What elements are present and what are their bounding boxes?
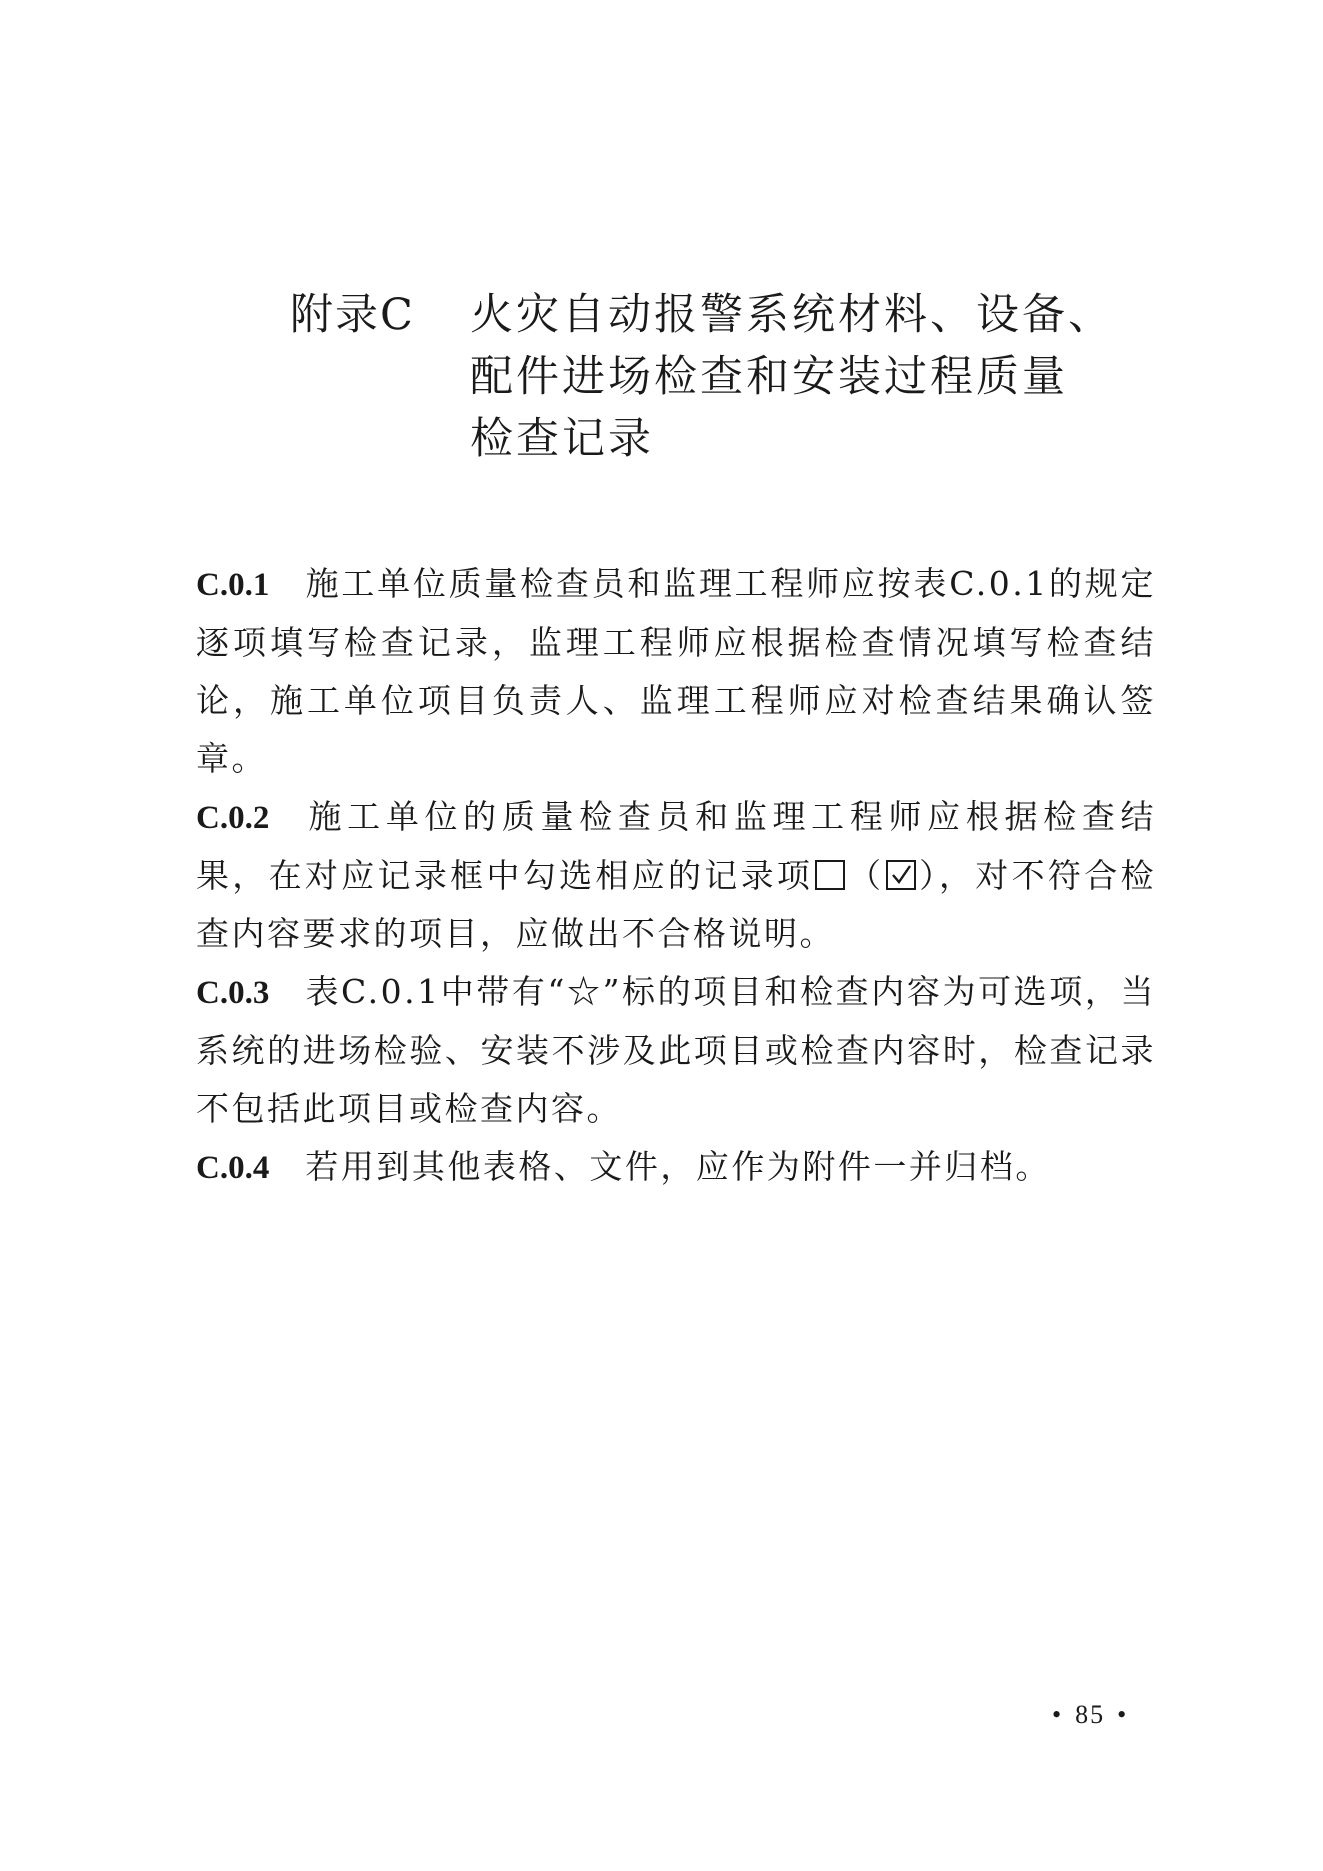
bullet-right: •: [1117, 1700, 1129, 1729]
clause-c-0-2: [196, 788, 1156, 963]
clause-text-before: 施工单位的质量检查员和监理工程师应根据检查结果，在对应记录框中勾选相应的记录项: [196, 797, 1156, 895]
title-line-2: 配件进场检查和安装过程质量: [470, 352, 1068, 402]
page-number: 85: [1075, 1700, 1106, 1729]
paren-open: （: [847, 856, 885, 895]
clause-number: C.0.4: [196, 1150, 270, 1186]
checked-checkbox-icon: [886, 860, 916, 890]
clause-number: C.0.2: [196, 800, 270, 836]
appendix-title: [290, 284, 1114, 470]
clause-c-0-1: [196, 555, 1156, 788]
clause-c-0-4: [196, 1138, 1156, 1197]
clause-number: C.0.3: [196, 975, 270, 1011]
page-footer: [1040, 1700, 1140, 1730]
clause-text: 表C.0.1中带有“☆”标的项目和检查内容为可选项，当系统的进场检验、安装不涉及此项目或检查内容时，检查记录不包括此项目或检查内容。: [196, 972, 1156, 1128]
clause-c-0-3: [196, 963, 1156, 1138]
appendix-label: 附录C: [290, 290, 415, 340]
title-line-3: 检查记录: [470, 414, 654, 464]
paren-close: ）: [918, 856, 939, 895]
appendix-title-text: [470, 284, 1114, 470]
clause-text: 若用到其他表格、文件，应作为附件一并归档。: [305, 1147, 1051, 1186]
title-line-1: 火灾自动报警系统材料、设备、: [470, 290, 1114, 340]
clause-list: [196, 555, 1156, 1197]
clause-text-after: ，对不符合检查内容要求的项目，应做出不合格说明。: [196, 856, 1157, 953]
clause-number: C.0.1: [196, 567, 270, 603]
bullet-left: •: [1052, 1700, 1064, 1729]
empty-checkbox-icon: [815, 860, 845, 890]
clause-text: 施工单位质量检查员和监理工程师应按表C.0.1的规定逐项填写检查记录，监理工程师应根据检查情况填写检查结论，施工单位项目负责人、监理工程师应对检查结果确认签章。: [196, 564, 1156, 778]
